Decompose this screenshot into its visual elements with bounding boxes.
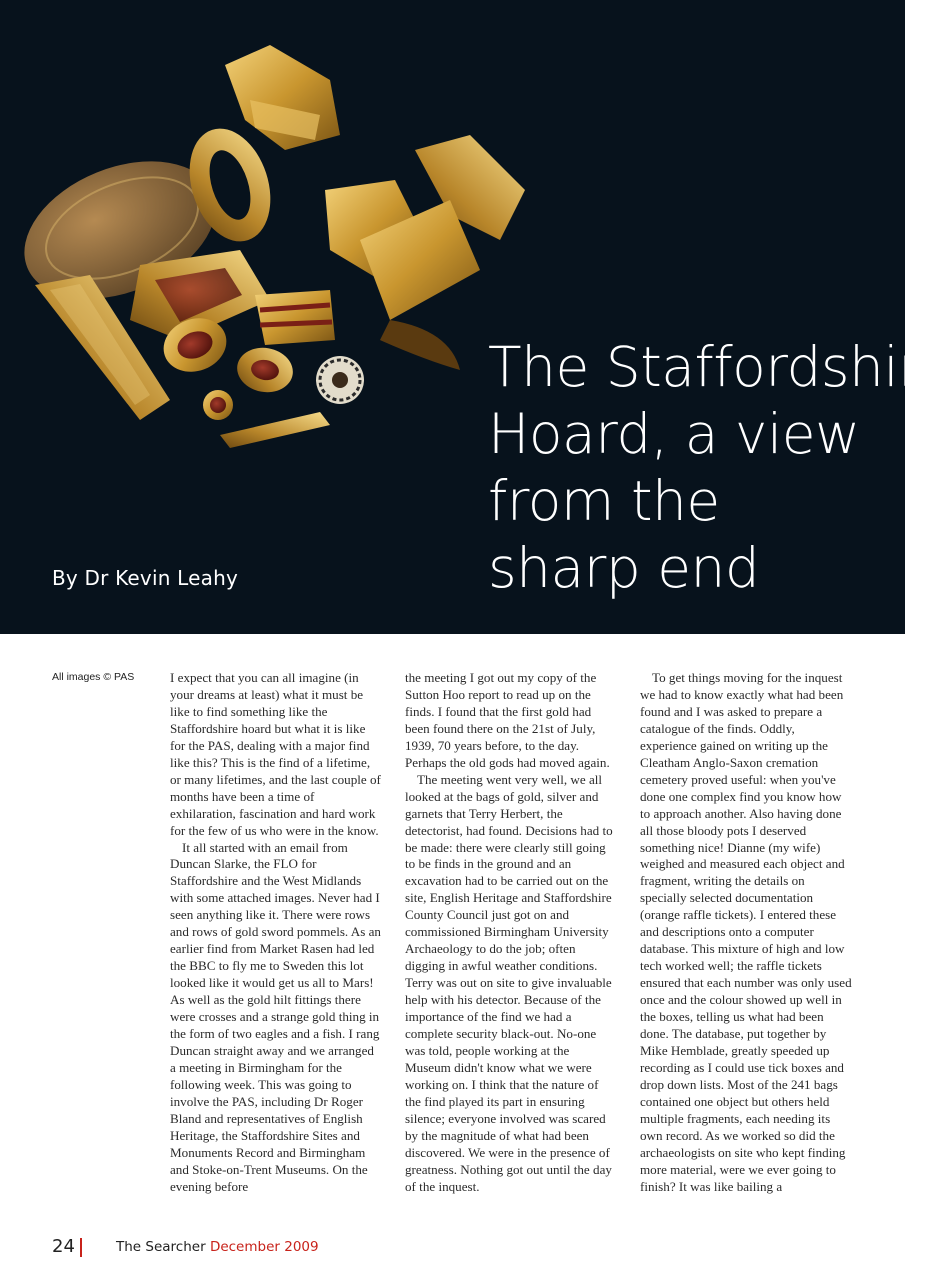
paragraph: The meeting went very well, we all looked at the bags of gold, silver and garnets that Terry Herbert, the detectorist, had found. Decisions had to be made: there were clearly still going to be finds in the ground and an excavation had to be carried out on the site, English Heritage and Staffordshire County Council just got on and commissioned Birmingham University Archaeology to do the job; often digging in awful weather conditions. Terry was out on site to give invaluable help with his detector. Because of the importance of the find we had a complete security black-out. No-one was told, people working at the Museum didn't know what we were working on. I think that the nature of the find played its part in ensuring silence; everyone involved was scared by the magnitude of what had been discovered. We were in the presence of greatness. Nothing got out until the day of the inquest. (405, 771, 613, 1194)
text-column-3 (640, 670, 852, 1230)
image-credit: All images © PAS (52, 671, 135, 683)
text-column-1 (170, 670, 382, 1230)
issue-date: December 2009 (209, 1239, 319, 1255)
title-line: Hoard, a view (488, 402, 860, 466)
byline: By Dr Kevin Leahy (52, 566, 239, 590)
footer-divider (80, 1238, 82, 1257)
page-number: 24 (52, 1236, 75, 1257)
paragraph: the meeting I got out my copy of the Sutton Hoo report to read up on the finds. I found that the first gold had been found there on the 21st of July, 1939, 70 years before, to the day. Perhaps the old gods had moved again. (405, 670, 610, 770)
hoard-photo (30, 40, 550, 460)
article-title (488, 334, 952, 602)
hero-banner (0, 0, 952, 634)
title-line: from the (488, 469, 720, 533)
magazine-footer (116, 1239, 319, 1255)
paragraph: To get things moving for the inquest we had to know exactly what had been found and I was asked to prepare a catalogue of the finds. Oddly, experience gained on writing up the Cleatham Anglo-Saxon cremation cemetery proved useful: when you've done one complex find you know how to approach another. Also having done all those bloody pots I deserved something nice! Dianne (my wife) weighed and measured each object and fragment, writing the details on specially selected documentation (orange raffle tickets). I entered these and descriptions onto a computer database. This mixture of high and low tech worked well; the raffle tickets ensured that each number was only used once and the colour showed up well in the boxes, telling us what had been done. The database, put together by Mike Hemblade, greatly speeded up recording as I could use tick boxes and drop down lists. Most of the 241 bags contained one object but others held multiple fragments, each needing its own record. As we worked so did the archaeologists on site who kept finding more material, were we ever going to finish? It was like bailing a (640, 670, 852, 1194)
text-column-2 (405, 670, 617, 1230)
magazine-name: The Searcher (116, 1239, 206, 1255)
title-line: The Staffordshire (488, 335, 952, 399)
paragraph: I expect that you can all imagine (in your dreams at least) what it must be like to find something like the Staffordshire hoard but what it is like for the PAS, dealing with a major find like this? This is the find of a lifetime, or many lifetimes, and the last couple of months have been a time of exhilaration, fascination and hard work for the few of us who were in the know. (170, 670, 381, 838)
title-line: sharp end (488, 536, 760, 600)
paragraph: It all started with an email from Duncan Slarke, the FLO for Staffordshire and the West Midlands with some attached images. Never had I seen anything like it. There were rows and rows of gold sword pommels. As an earlier find from Market Rasen had led the BBC to fly me to Sweden this lot looked like it would get us all to Mars! As well as the gold hilt fittings there were crosses and a strange gold thing in the form of two eagles and a fish. I rang Duncan straight away and we arranged a meeting in Birmingham for the following week. This was going to involve the PAS, including Dr Roger Bland and representatives of English Heritage, the Staffordshire Sites and Monuments Record and Birmingham and Stoke-on-Trent Museums. On the evening before (170, 839, 381, 1194)
